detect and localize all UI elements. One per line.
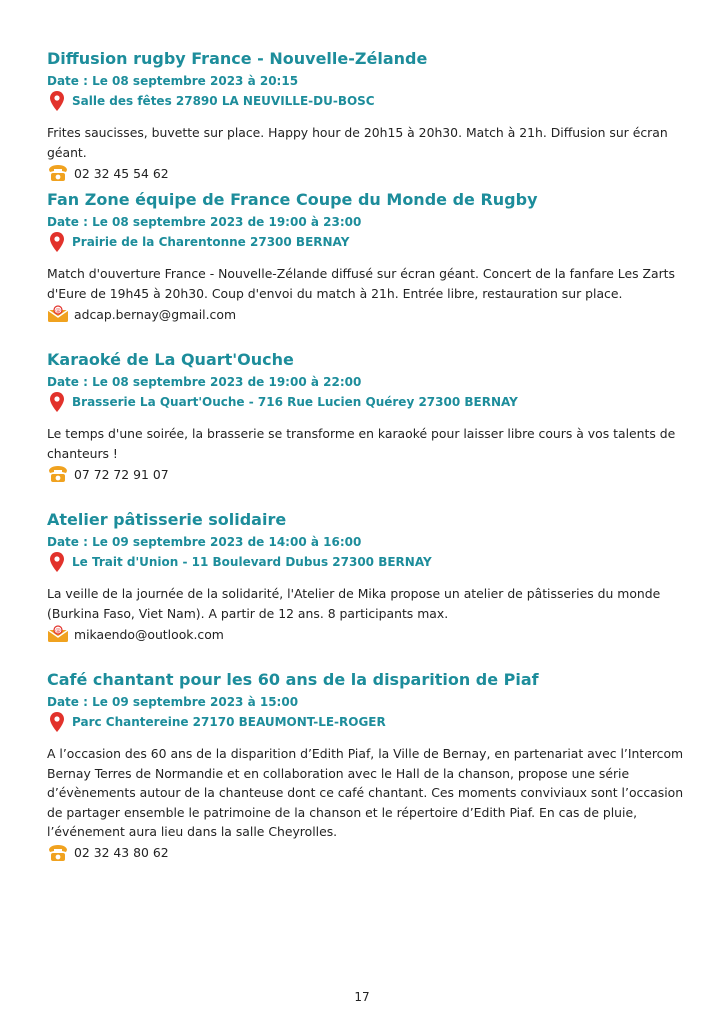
event-description: A l’occasion des 60 ans de la disparition d’Edith Piaf, la Ville de Bernay, en partenariat avec l’Intercom Bernay Terres de Normandie et en collaboration avec le Hall de la chanson, propose une série d’évènements autour de la chanteuse dont ce café chantant. Ces moments conviviaux sont l’occasion de partager ensemble le patrimoine de la chanson et le répertoire d’Edith Piaf. En cas de pluie, l’événement aura lieu dans la salle Cheyrolles.: [47, 746, 684, 839]
event-item: [47, 189, 687, 324]
event-date: Date : Le 09 septembre 2023 à 15:00: [47, 695, 299, 709]
map-pin-icon: [50, 91, 64, 111]
event-place: Salle des fêtes 27890 LA NEUVILLE-DU-BOSC: [72, 94, 375, 108]
map-pin-icon: [50, 392, 64, 412]
event-phone: 02 32 45 54 62: [74, 165, 169, 181]
event-place: Brasserie La Quart'Ouche - 716 Rue Lucien Quérey 27300 BERNAY: [72, 395, 518, 409]
event-item: [47, 669, 687, 863]
event-email[interactable]: adcap.bernay@gmail.com: [74, 306, 237, 322]
email-icon: [47, 625, 69, 643]
event-item: [47, 349, 687, 484]
event-contact: [47, 843, 687, 863]
event-contact: [47, 624, 687, 644]
event-date: Date : Le 08 septembre 2023 de 19:00 à 23:00: [47, 215, 362, 229]
event-location: [47, 552, 687, 572]
event-title: Atelier pâtisserie solidaire: [47, 510, 287, 529]
map-pin-icon: [50, 552, 64, 572]
map-pin-icon: [50, 712, 64, 732]
event-item: [47, 48, 687, 183]
svg-text:@: @: [55, 308, 61, 314]
event-phone: 02 32 43 80 62: [74, 845, 169, 860]
event-place: Prairie de la Charentonne 27300 BERNAY: [72, 235, 350, 249]
event-contact: [47, 163, 687, 183]
event-location: [47, 232, 687, 252]
event-description: La veille de la journée de la solidarité, l'Atelier de Mika propose un atelier de pâtisseries du monde (Burkina Faso, Viet Nam). A partir de 12 ans. 8 participants max.: [47, 586, 661, 621]
phone-icon: [47, 844, 69, 862]
event-item: [47, 509, 687, 644]
map-pin-icon: [50, 232, 64, 252]
event-description: Match d'ouverture France - Nouvelle-Zélande diffusé sur écran géant. Concert de la fanfare Les Zarts d'Eure de 19h45 à 20h30. Coup d'envoi du match à 21h. Entrée libre, restauration sur place.: [47, 266, 676, 301]
event-title: Karaoké de La Quart'Ouche: [47, 350, 294, 369]
event-contact: [47, 464, 687, 484]
event-description: Frites saucisses, buvette sur place. Happy hour de 20h15 à 20h30. Match à 21h. Diffusion sur écran géant.: [47, 125, 668, 160]
event-place: Parc Chantereine 27170 BEAUMONT-LE-ROGER: [72, 715, 386, 729]
event-description: Le temps d'une soirée, la brasserie se transforme en karaoké pour laisser libre cours à vos talents de chanteurs !: [47, 426, 676, 461]
event-location: [47, 91, 687, 111]
phone-icon: [47, 465, 69, 483]
page-number: 17: [354, 990, 370, 1004]
event-contact: [47, 304, 687, 324]
event-title: Fan Zone équipe de France Coupe du Monde de Rugby: [47, 190, 538, 209]
phone-icon: [47, 164, 69, 182]
event-date: Date : Le 08 septembre 2023 de 19:00 à 22:00: [47, 375, 362, 389]
event-email[interactable]: mikaendo@outlook.com: [74, 626, 224, 642]
email-icon: [47, 305, 69, 323]
event-date: Date : Le 09 septembre 2023 de 14:00 à 16:00: [47, 535, 362, 549]
event-title: Café chantant pour les 60 ans de la disparition de Piaf: [47, 670, 539, 689]
svg-text:@: @: [55, 628, 61, 634]
event-location: [47, 712, 687, 732]
event-place: Le Trait d'Union - 11 Boulevard Dubus 27300 BERNAY: [72, 555, 432, 569]
event-title: Diffusion rugby France - Nouvelle-Zélande: [47, 49, 428, 68]
event-location: [47, 392, 687, 412]
event-date: Date : Le 08 septembre 2023 à 20:15: [47, 74, 299, 88]
event-phone: 07 72 72 91 07: [74, 466, 169, 482]
